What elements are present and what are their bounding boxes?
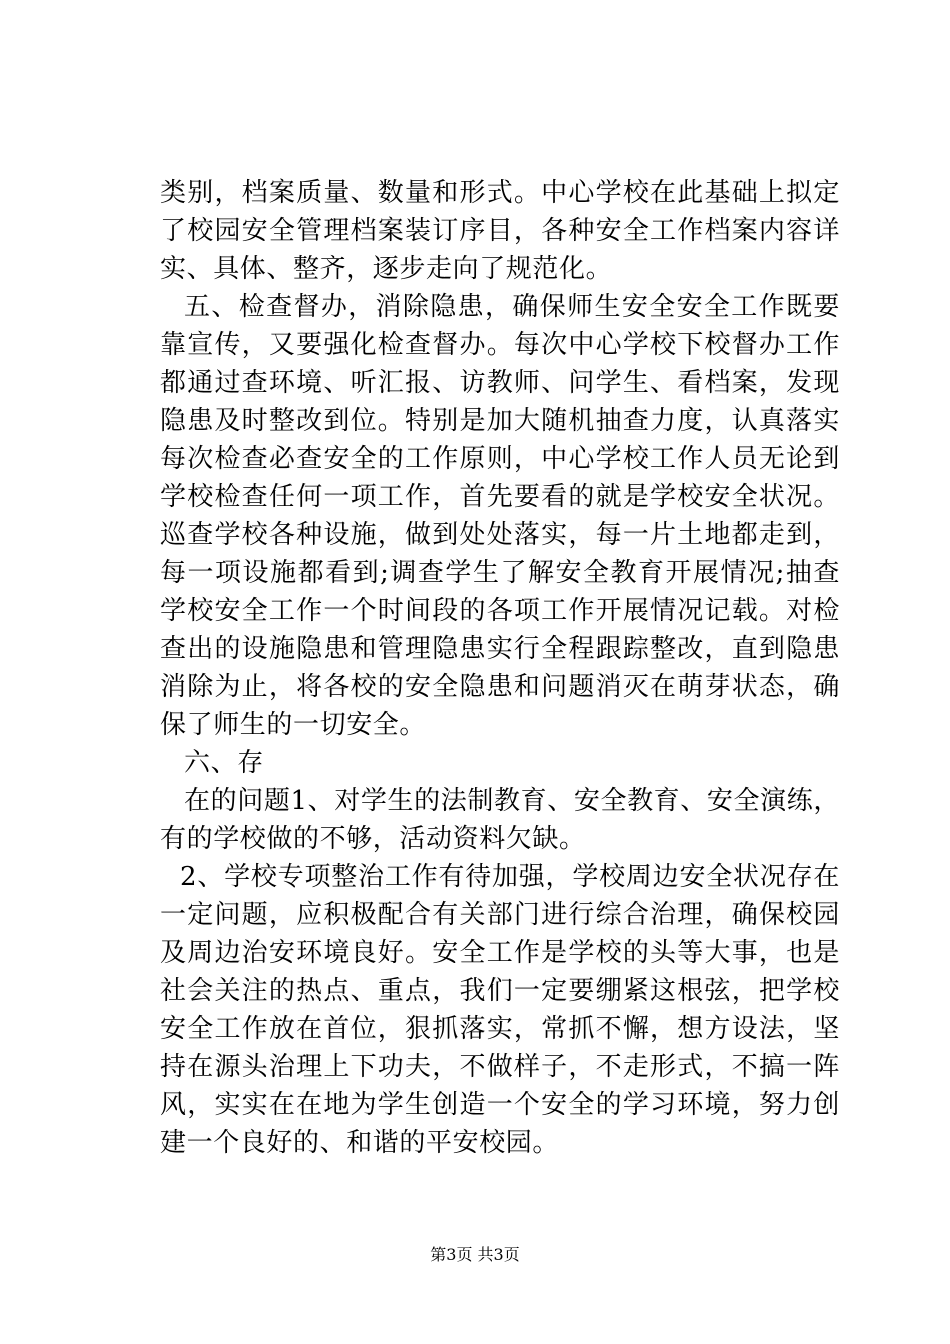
paragraph-inspection-supervision: 五、检查督办，消除隐患，确保师生安全安全工作既要靠宣传，又要强化检查督办。每次中心学校下校督办工作都通过查环境、听汇报、访教师、问学生、看档案，发现隐患及时整改到位。特别是加大随机抽查力度，认真落实每次检查必查安全的工作原则，中心学校工作人员无论到学校检查任何一项工作，首先要看的就是学校安全状况。巡查学校各种设施，做到处处落实，每一片土地都走到，每一项设施都看到;调查学生了解安全教育开展情况;抽查学校安全工作一个时间段的各项工作开展情况记载。对检查出的设施隐患和管理隐患实行全程跟踪整改，直到隐患消除为止，将各校的安全隐患和问题消灭在萌芽状态，确保了师生的一切安全。 (160, 292, 840, 740)
paragraph-problem-one: 在的问题1、对学生的法制教育、安全教育、安全演练，有的学校做的不够，活动资料欠缺。 (160, 786, 840, 854)
paragraph-archive-summary: 类别，档案质量、数量和形式。中心学校在此基础上拟定了校园安全管理档案装订序目，各种安全工作档案内容详实、具体、整齐，逐步走向了规范化。 (160, 178, 840, 284)
paragraph-problem-two: 2、学校专项整治工作有待加强，学校周边安全状况存在一定问题，应积极配合有关部门进行综合治理，确保校园及周边治安环境良好。安全工作是学校的头等大事，也是社会关注的热点、重点，我们一定要绷紧这根弦，把学校安全工作放在首位，狠抓落实，常抓不懈，想方设法，坚持在源头治理上下功夫，不做样子，不走形式，不搞一阵风，实实在在地为学生创造一个安全的学习环境，努力创建一个良好的、和谐的平安校园。 (160, 862, 840, 1158)
paragraph-existing-problems-heading: 六、存 (184, 748, 264, 778)
page-number-footer: 第3页 共3页 (430, 1245, 520, 1264)
document-body (160, 174, 840, 1162)
